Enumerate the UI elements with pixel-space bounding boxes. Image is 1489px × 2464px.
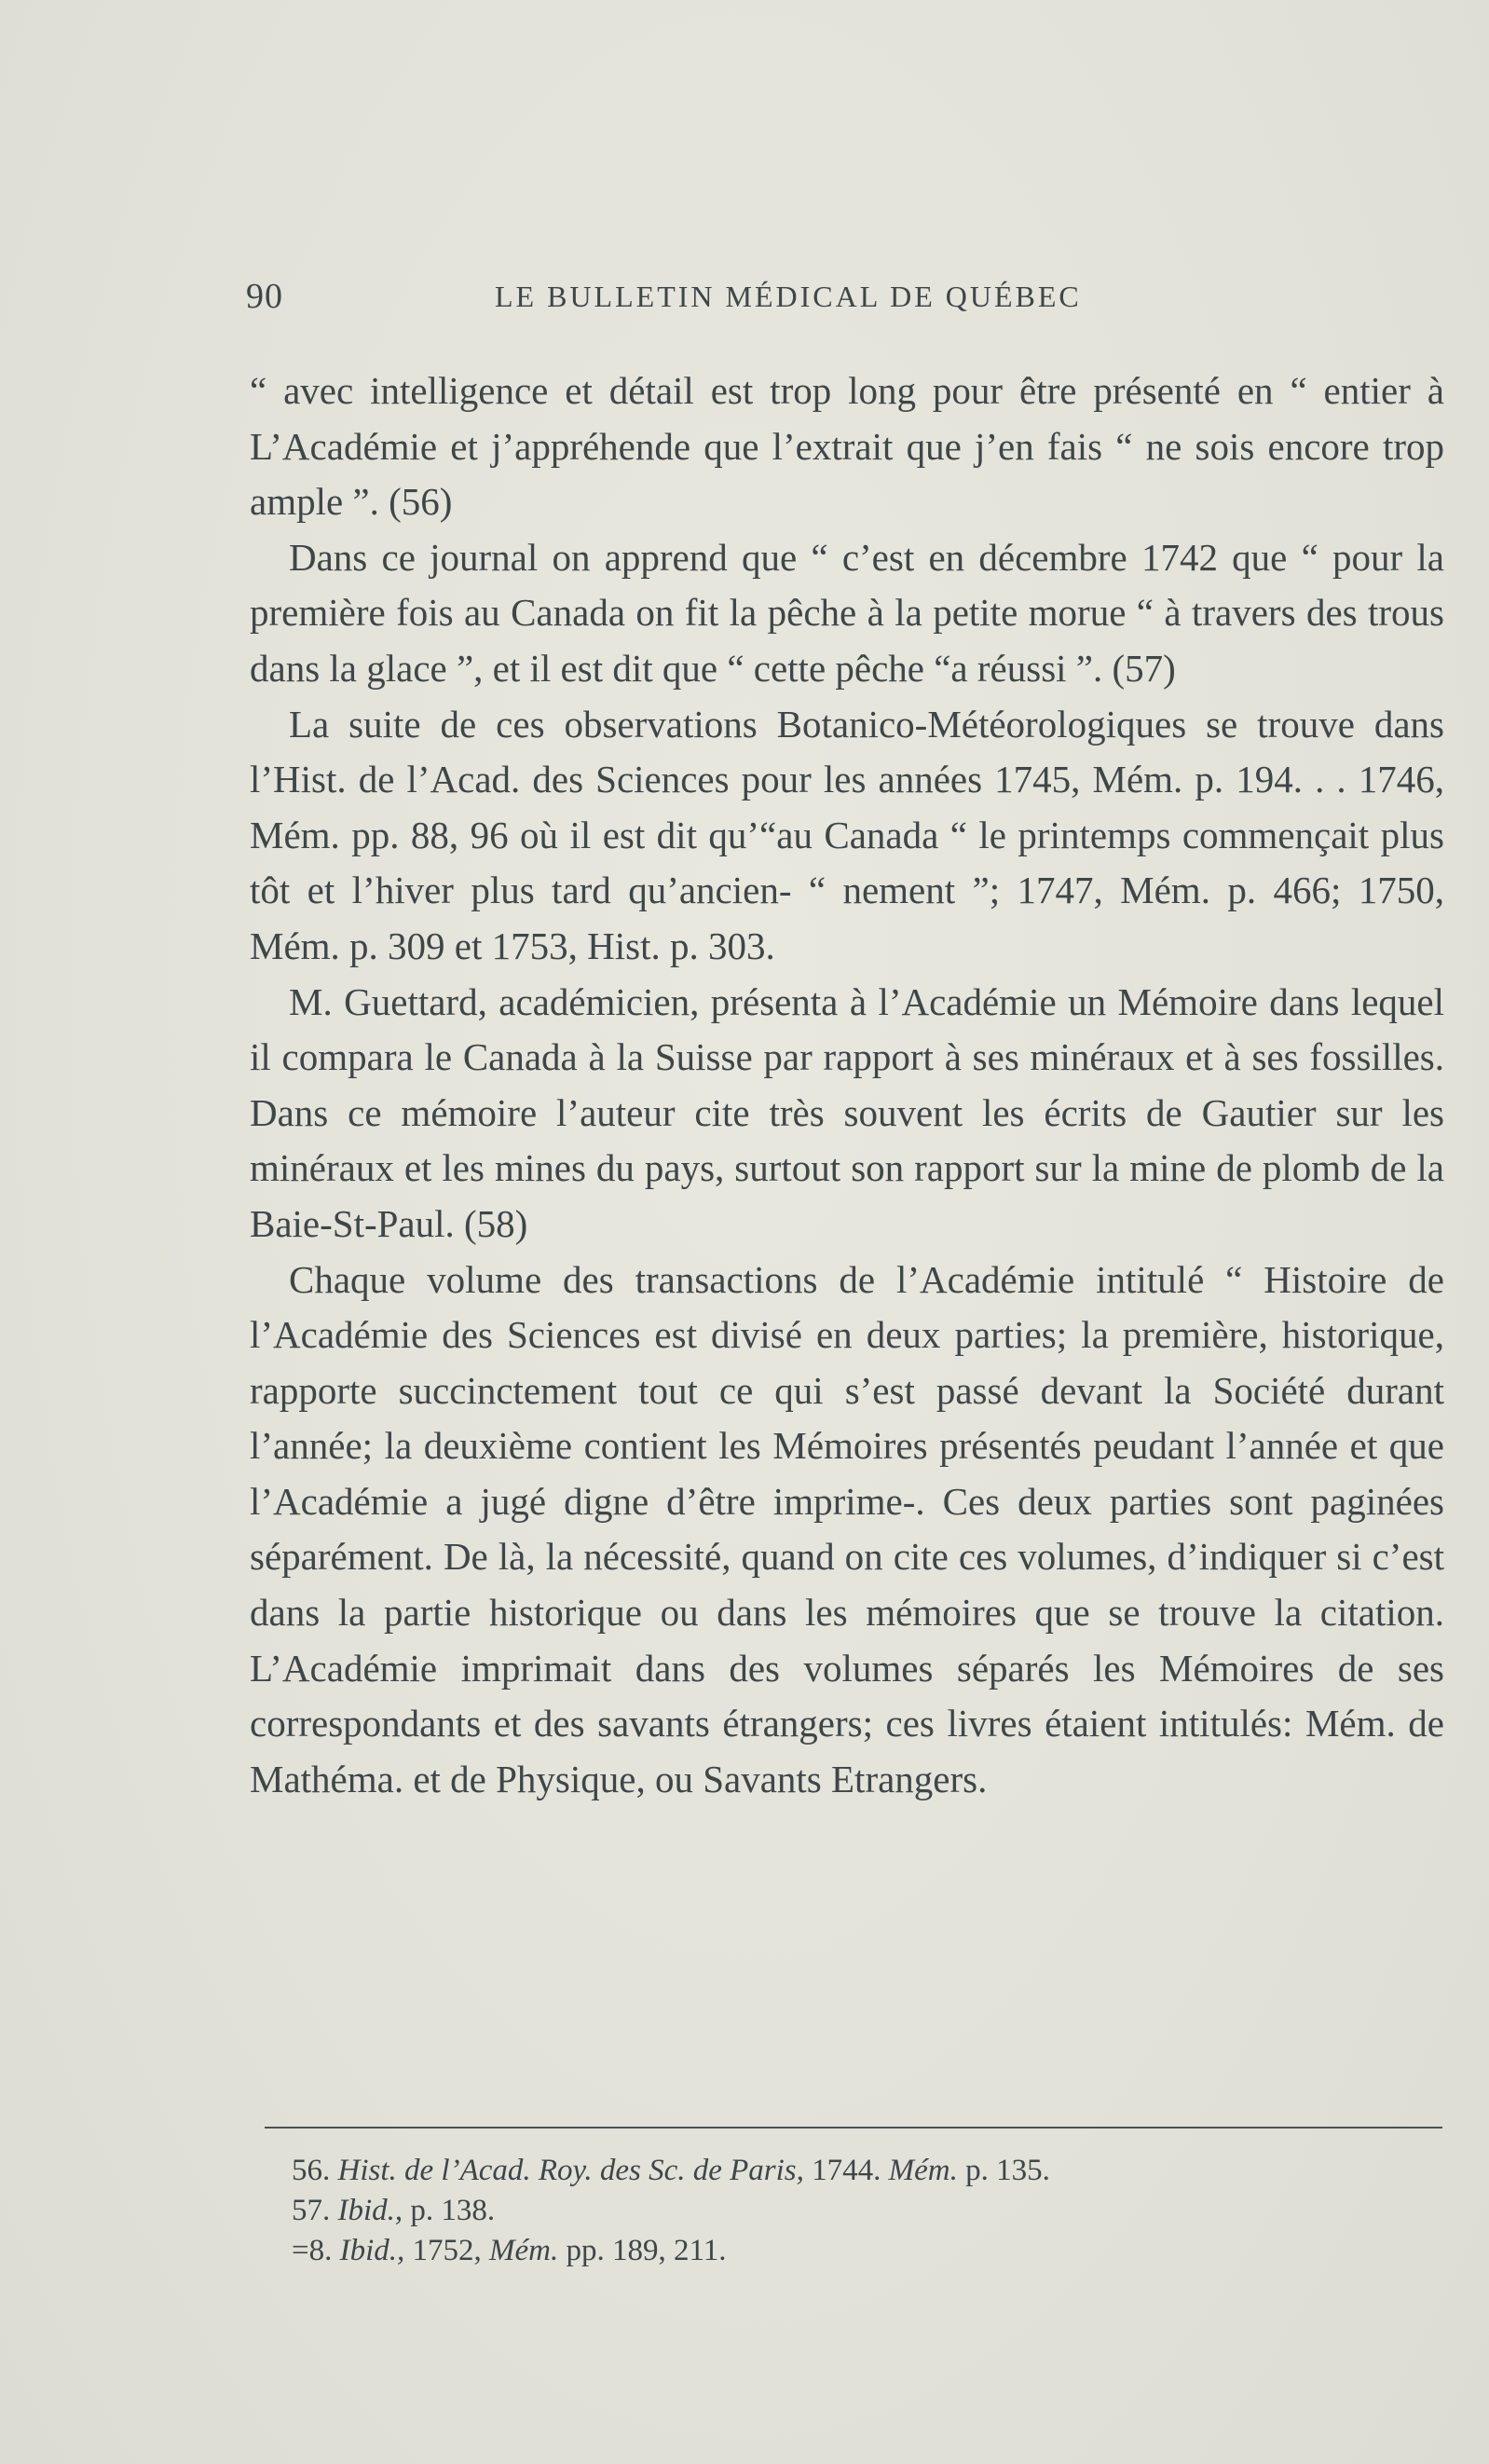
footnote-text: 1752, xyxy=(404,2234,482,2267)
footnote-number: 56. xyxy=(292,2154,331,2187)
paragraph: Chaque volume des transactions de l’Académie intitulé “ Histoire de l’Académie des Sciences est divisé en deux parties; la première, historique, rapporte succinctement tout ce qui s’est passé devant la Société durant l’année; la deuxième contient les Mémoires présentés peudant l’année et que l’Académie a jugé digne d’être imprime-. Ces deux parties sont paginées séparément. De là, la nécessité, quand on cite ces volumes, d’indiquer si c’est dans la partie historique ou dans les mémoires que se trouve la citation. L’Académie imprimait dans des volumes séparés les Mémoires de ses correspondants et des savants étrangers; ces livres étaient intitulés: Mém. de Mathéma. et de Physique, ou Savants Etrangers. xyxy=(250,1257,1444,1800)
page-number: 90 xyxy=(246,277,283,316)
body-text xyxy=(250,363,1444,1807)
footnote xyxy=(292,2151,1410,2191)
footnote xyxy=(292,2231,1410,2271)
footnote-italic: Hist. de l’Acad. Roy. des Sc. de Paris, xyxy=(337,2154,804,2187)
paragraph: M. Guettard, académicien, présenta à l’Académie un Mémoire dans lequel il compara le Canada à la Suisse par rapport à ses minéraux et à ses fossilles. Dans ce mémoire l’auteur cite très souvent les écrits de Gautier sur les minéraux et les mines du pays, surtout son rapport sur la mine de plomb de la Baie-St-Paul. (58) xyxy=(250,979,1444,1245)
running-title: LE BULLETIN MÉDICAL DE QUÉBEC xyxy=(495,280,1082,313)
paragraph: Dans ce journal on apprend que “ c’est en décembre 1742 que “ pour la première fois au Canada on fit la pêche à la petite morue “ à travers des trous dans la glace ”, et il est dit que “ cette pêche “a réussi ”. (57) xyxy=(250,535,1444,690)
footnote-text: p. 138. xyxy=(403,2194,496,2227)
paragraph: “ avec intelligence et détail est trop long pour être présenté en “ entier à L’Académie et j’appréhende que l’extrait que j’en fais “ ne sois encore trop ample ”. (56) xyxy=(250,369,1444,524)
footnote-italic: Ibid., xyxy=(337,2194,403,2227)
footnote-text: p. 135. xyxy=(957,2154,1050,2187)
page-header xyxy=(246,276,1442,322)
footnote-italic: Mém. xyxy=(481,2234,559,2267)
footnote-text: 1744. xyxy=(803,2154,881,2187)
footnote xyxy=(292,2191,1410,2231)
footnote-number: 57. xyxy=(292,2194,331,2227)
footnote-italic: Mém. xyxy=(881,2154,958,2187)
footnote-text: pp. 189, 211. xyxy=(558,2234,727,2267)
footnotes xyxy=(292,2151,1410,2271)
paragraph: La suite de ces observations Botanico-Météorologiques se trouve dans l’Hist. de l’Acad. des Sciences pour les années 1745, Mém. p. 194. . . 1746, Mém. pp. 88, 96 où il est dit qu’“au Canada “ le printemps commençait plus tôt et l’hiver plus tard qu’ancien- “ nement ”; 1747, Mém. p. 466; 1750, Mém. p. 309 et 1753, Hist. p. 303. xyxy=(250,702,1444,967)
footnote-number: =8. xyxy=(292,2234,333,2267)
footnote-rule xyxy=(265,2127,1442,2129)
footnote-italic: Ibid., xyxy=(339,2234,405,2267)
